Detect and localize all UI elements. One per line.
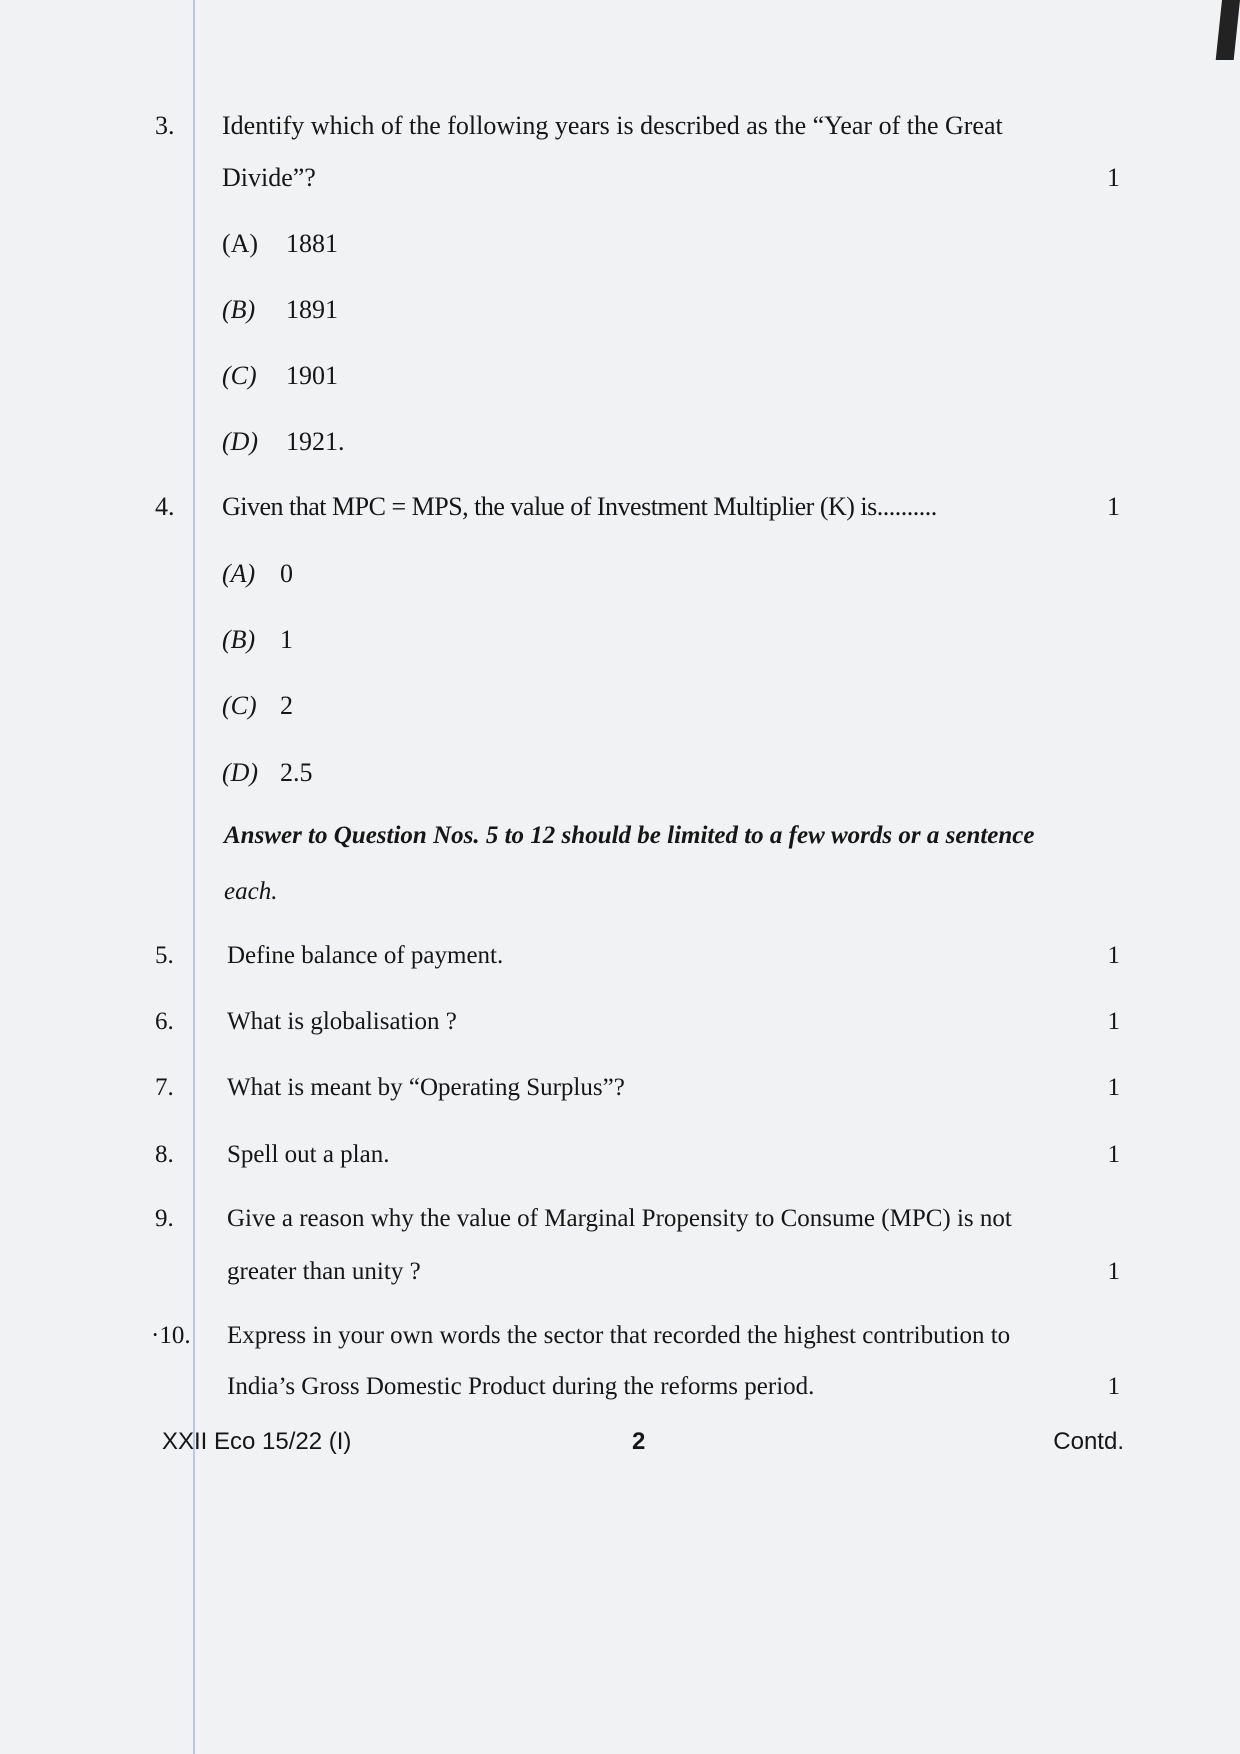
option-c bbox=[222, 690, 293, 722]
question-marks: 1 bbox=[1107, 1008, 1120, 1035]
option-letter: (C) bbox=[222, 691, 257, 720]
question-text-continued: Divide”? bbox=[222, 163, 316, 192]
option-letter: (D) bbox=[222, 758, 259, 787]
question-text: What is globalisation ? bbox=[227, 1008, 457, 1035]
option-value: 0 bbox=[280, 559, 293, 588]
question-text: Express in your own words the sector that recorded the highest contribution to bbox=[227, 1322, 1011, 1349]
option-letter: (A) bbox=[222, 559, 256, 588]
question-text: Give a reason why the value of Marginal Propensity to Consume (MPC) is not bbox=[227, 1205, 1012, 1232]
option-letter: (D) bbox=[222, 427, 259, 456]
option-b bbox=[222, 624, 293, 656]
option-a bbox=[222, 558, 293, 590]
section-instruction-continued: each. bbox=[224, 878, 278, 905]
page-number: 2 bbox=[632, 1428, 646, 1455]
paper-code: XXII Eco 15/22 (I) bbox=[162, 1428, 352, 1455]
option-d bbox=[222, 757, 313, 789]
question-text: Define balance of payment. bbox=[227, 942, 504, 969]
question-number: 9. bbox=[155, 1205, 174, 1232]
option-letter: (A) bbox=[222, 229, 259, 258]
question-marks: 1 bbox=[1107, 1373, 1120, 1400]
question-marks: 1 bbox=[1107, 942, 1120, 969]
option-value: 1881 bbox=[286, 229, 338, 258]
question-text: What is meant by “Operating Surplus”? bbox=[227, 1074, 625, 1101]
option-d bbox=[222, 426, 345, 458]
option-value: 2 bbox=[280, 691, 293, 720]
question-marks: 1 bbox=[1107, 1074, 1120, 1101]
question-number: 6. bbox=[155, 1008, 174, 1035]
question-number: 3. bbox=[155, 111, 175, 140]
option-letter: (B) bbox=[222, 625, 256, 654]
option-value: 1 bbox=[280, 625, 293, 654]
option-b bbox=[222, 294, 338, 326]
question-number: ·10. bbox=[151, 1322, 191, 1349]
question-marks: 1 bbox=[1107, 1258, 1120, 1285]
question-text: Given that MPC = MPS, the value of Investment Multiplier (K) is.......... bbox=[222, 492, 937, 521]
question-number: 4. bbox=[155, 492, 175, 521]
option-value: 1921. bbox=[286, 427, 345, 456]
question-text-continued: greater than unity ? bbox=[227, 1258, 421, 1285]
option-value: 2.5 bbox=[280, 758, 313, 787]
option-a bbox=[222, 228, 338, 260]
section-instruction: Answer to Question Nos. 5 to 12 should be limited to a few words or a sentence bbox=[224, 822, 1035, 849]
question-marks: 1 bbox=[1107, 163, 1120, 192]
continued-label: Contd. bbox=[1053, 1428, 1124, 1455]
question-marks: 1 bbox=[1107, 492, 1120, 521]
question-text: Identify which of the following years is described as the “Year of the Great bbox=[222, 111, 1003, 140]
question-text-continued: India’s Gross Domestic Product during the reforms period. bbox=[227, 1373, 815, 1400]
question-number: 8. bbox=[155, 1141, 174, 1168]
option-letter: (B) bbox=[222, 295, 256, 324]
option-letter: (C) bbox=[222, 361, 257, 390]
question-number: 5. bbox=[155, 942, 174, 969]
option-value: 1901 bbox=[286, 361, 338, 390]
question-number: 7. bbox=[155, 1074, 174, 1101]
option-value: 1891 bbox=[286, 295, 338, 324]
option-c bbox=[222, 360, 338, 392]
question-text: Spell out a plan. bbox=[227, 1141, 390, 1168]
question-marks: 1 bbox=[1107, 1141, 1120, 1168]
